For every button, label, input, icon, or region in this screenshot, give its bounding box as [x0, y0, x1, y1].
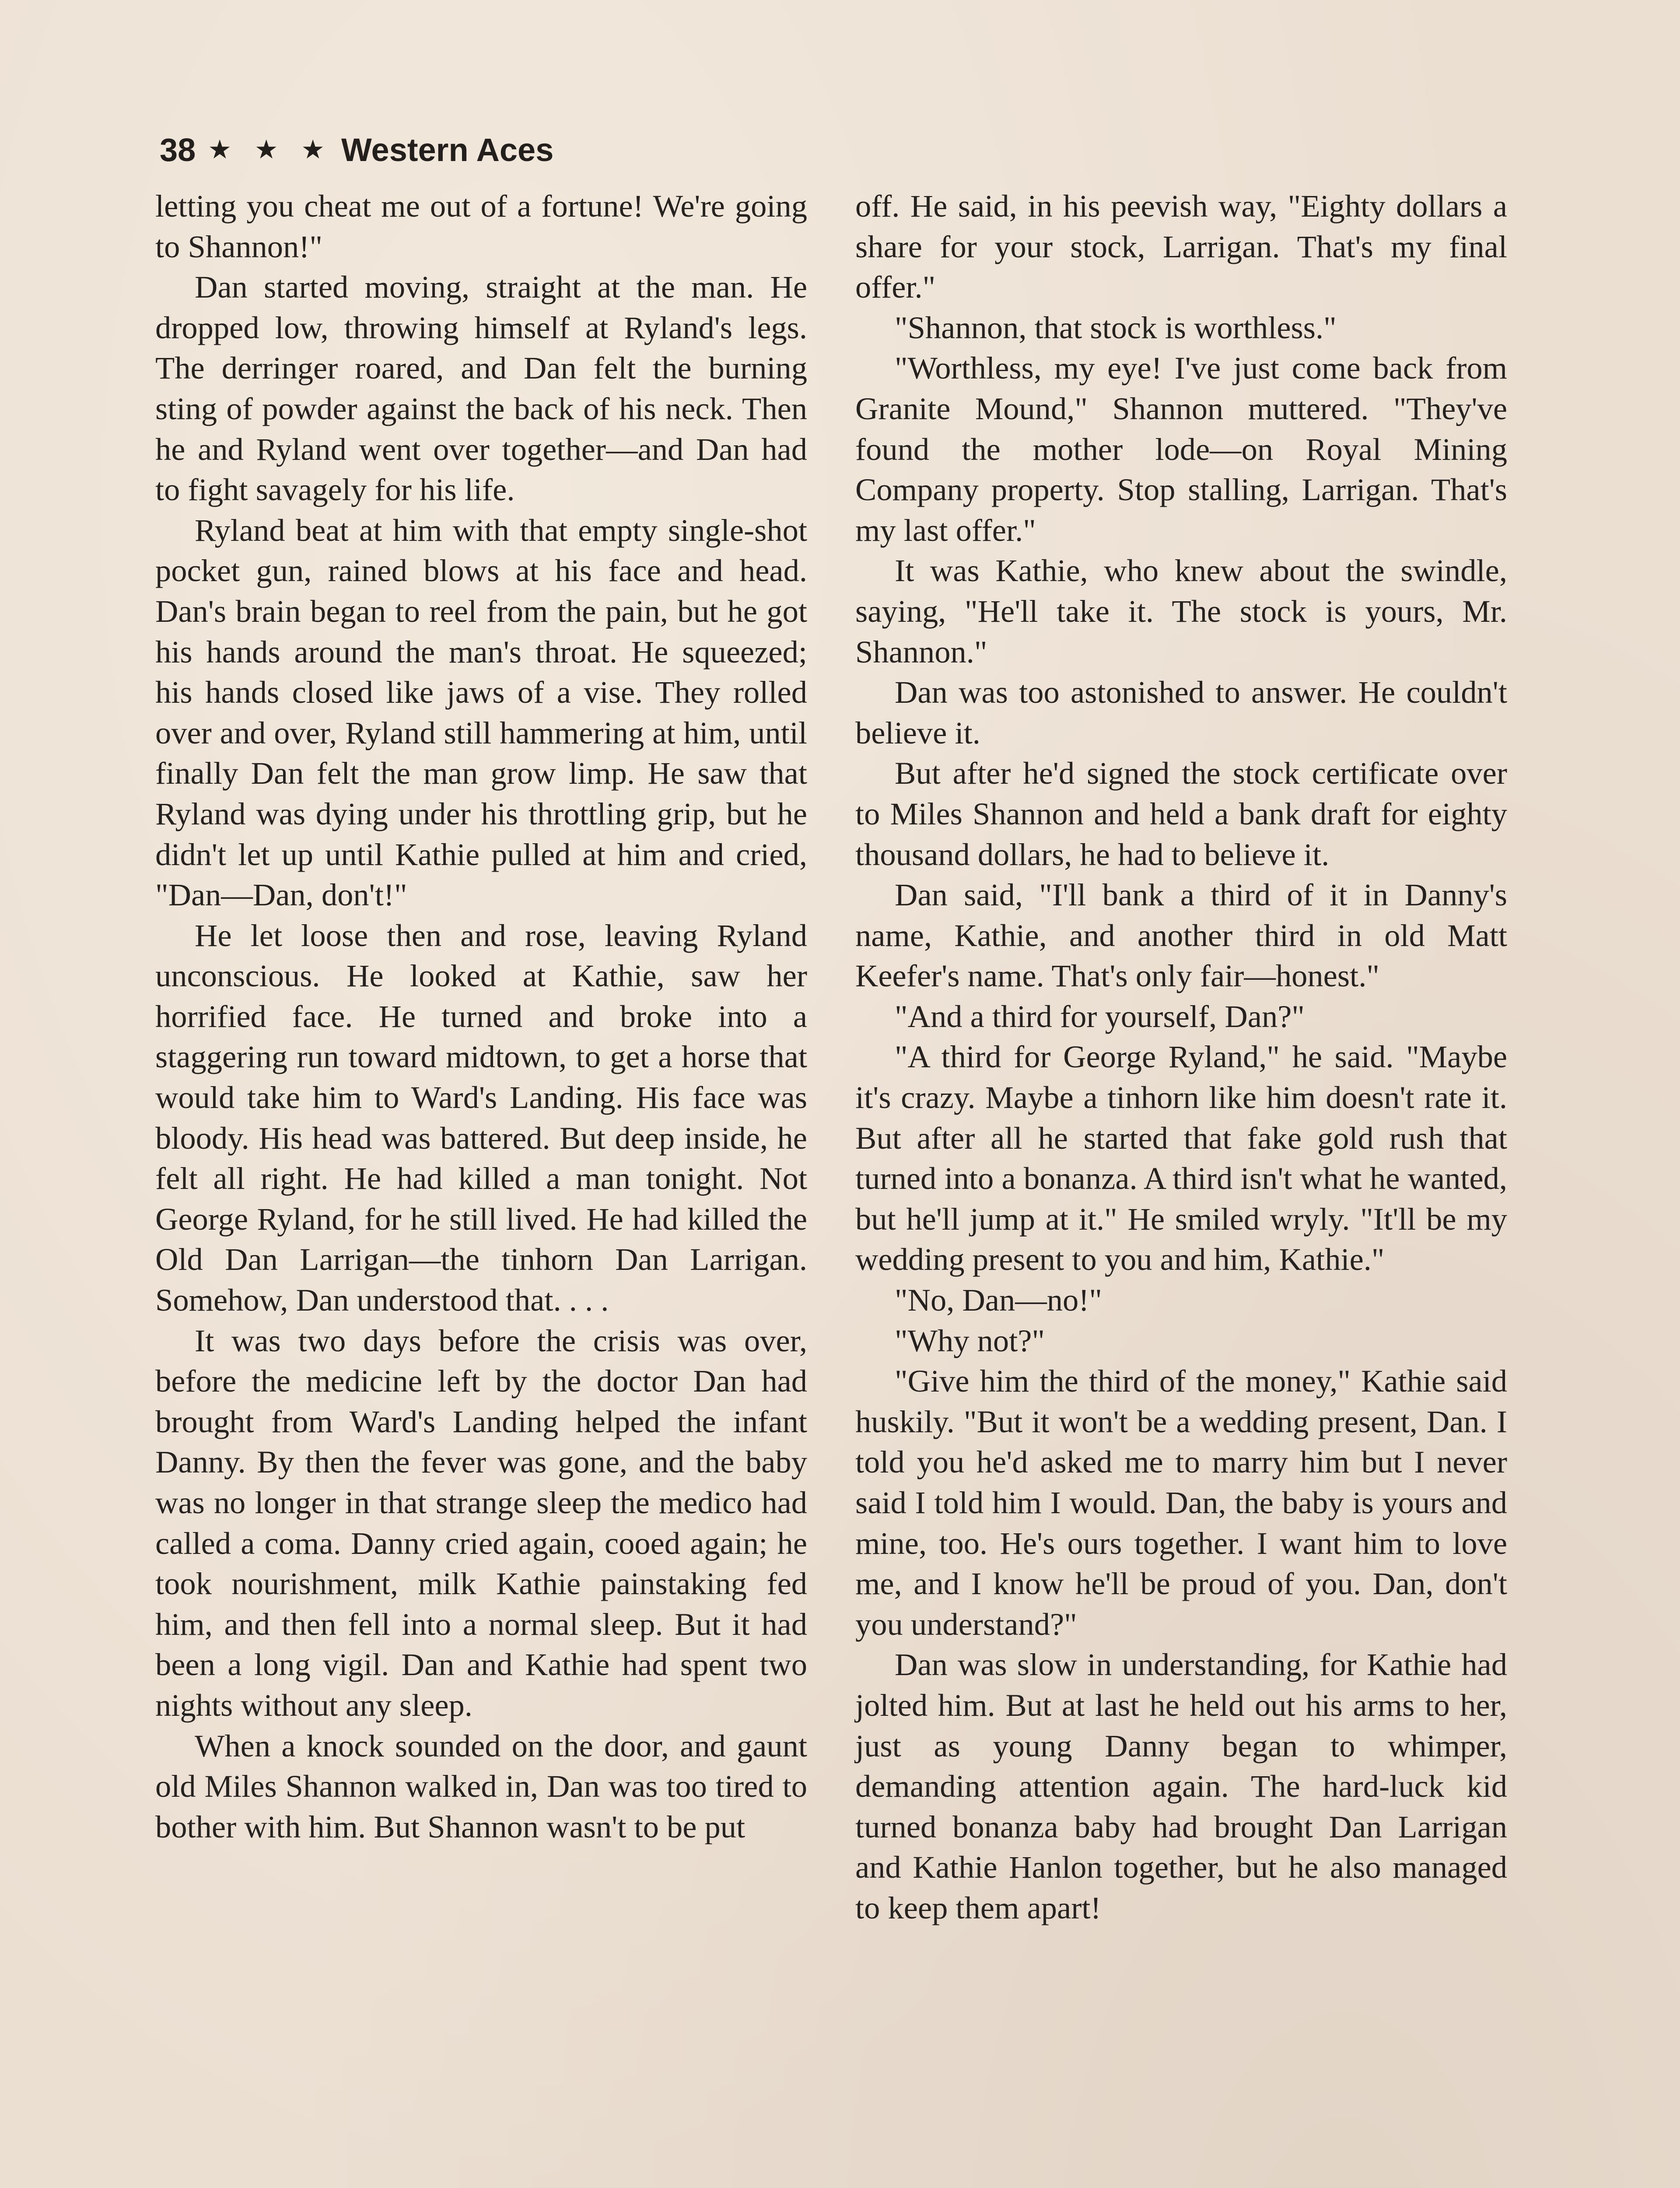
paragraph: "And a third for yourself, Dan?": [895, 998, 1305, 1034]
paragraph: But after he'd signed the stock certificate over to Miles Shannon and held a bank draft for eighty thousand dollars, he had to believe it.: [855, 755, 1507, 872]
paragraph: Dan was slow in understanding, for Kathie had jolted him. But at last he held out his arms to her, just as young Danny began to whimper, demanding attention again. The hard-luck kid turned bonanza baby had brought Dan Larrigan and Kathie Hanlon together, but he also managed to keep them apart!: [855, 1647, 1507, 1925]
paragraph: letting you cheat me out of a fortune! We're going to Shannon!": [155, 188, 807, 264]
paragraph: "Give him the third of the money," Kathie said huskily. "But it won't be a wedding present, Dan. I told you he'd asked me to marry him but I never said I told him I would. Dan, the baby is yours and mine, too. He's ours together. I want him to love me, and I know he'll be proud of you. Dan, don't you understand?": [855, 1363, 1507, 1642]
right-text-column: [855, 186, 1507, 1929]
paragraph: "No, Dan—no!": [895, 1282, 1102, 1318]
page-number: 38: [160, 131, 196, 168]
paragraph: "Shannon, that stock is worthless.": [895, 309, 1337, 345]
paragraph: Dan was too astonished to answer. He couldn't believe it.: [855, 674, 1507, 750]
star-ornaments: ★ ★ ★: [208, 135, 333, 164]
paragraph: Dan said, "I'll bank a third of it in Danny's name, Kathie, and another third in old Matt Keefer's name. That's only fair—honest.": [855, 877, 1507, 994]
left-text-column: [155, 186, 807, 1847]
paragraph: He let loose then and rose, leaving Ryland unconscious. He looked at Kathie, saw her horrified face. He turned and broke into a staggering run toward midtown, to get a horse that would take him to Ward's Landing. His face was bloody. His head was battered. But deep inside, he felt all right. He had killed a man tonight. Not George Ryland, for he still lived. He had killed the Old Dan Larrigan—the tinhorn Dan Larrigan. Somehow, Dan understood that. . . .: [155, 917, 807, 1318]
paragraph: It was two days before the crisis was over, before the medicine left by the doctor Dan had brought from Ward's Landing helped the infant Danny. By then the fever was gone, and the baby was no longer in that strange sleep the medico had called a coma. Danny cried again, cooed again; he took nourishment, milk Kathie painstaking fed him, and then fell into a normal sleep. But it had been a long vigil. Dan and Kathie had spent two nights without any sleep.: [155, 1322, 807, 1723]
paragraph: Ryland beat at him with that empty single-shot pocket gun, rained blows at his face and head. Dan's brain began to reel from the pain, but he got his hands around the man's throat. He squeezed; his hands closed like jaws of a vise. They rolled over and over, Ryland still hammering at him, until finally Dan felt the man grow limp. He saw that Ryland was dying under his throttling grip, but he didn't let up until Kathie pulled at him and cried, "Dan—Dan, don't!": [155, 512, 807, 913]
paragraph: off. He said, in his peevish way, "Eighty dollars a share for your stock, Larrigan. That's my final offer.": [855, 188, 1507, 305]
page-header: [160, 123, 553, 176]
paragraph: When a knock sounded on the door, and gaunt old Miles Shannon walked in, Dan was too tired to bother with him. But Shannon wasn't to be put: [155, 1728, 807, 1844]
paragraph: "A third for George Ryland," he said. "Maybe it's crazy. Maybe a tinhorn like him doesn't rate it. But after all he started that fake gold rush that turned into a bonanza. A third isn't what he wanted, but he'll jump at it." He smiled wryly. "It'll be my wedding present to you and him, Kathie.": [855, 1039, 1507, 1277]
paragraph: "Why not?": [895, 1322, 1045, 1358]
paragraph: Dan started moving, straight at the man. He dropped low, throwing himself at Ryland's legs. The derringer roared, and Dan felt the burning sting of powder against the back of his neck. Then he and Ryland went over together—and Dan had to fight savagely for his life.: [155, 269, 807, 508]
paragraph: "Worthless, my eye! I've just come back from Granite Mound," Shannon muttered. "They've found the mother lode—on Royal Mining Company property. Stop stalling, Larrigan. That's my last offer.": [855, 350, 1507, 548]
magazine-title: Western Aces: [341, 131, 554, 168]
paragraph: It was Kathie, who knew about the swindle, saying, "He'll take it. The stock is yours, Mr. Shannon.": [855, 553, 1507, 670]
